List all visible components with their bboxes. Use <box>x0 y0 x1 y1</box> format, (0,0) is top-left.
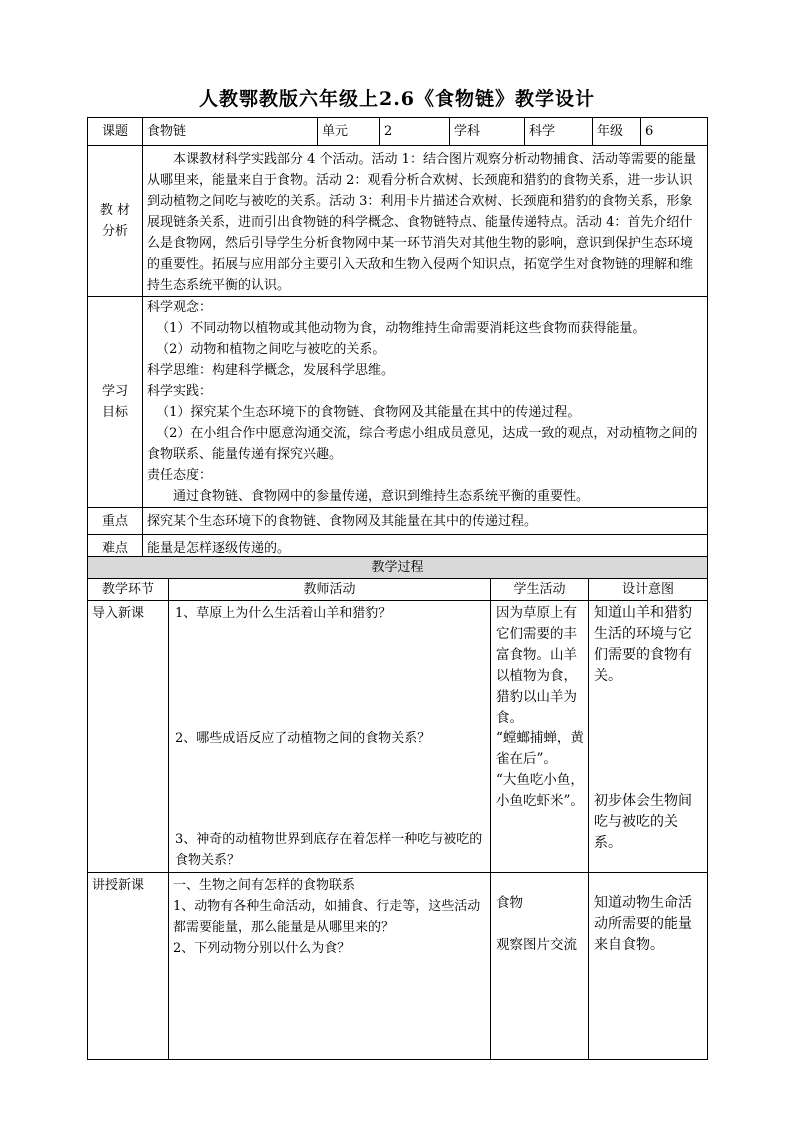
key-point-text: 探究某个生态环境下的食物链、食物网及其能量在其中的传递过程。 <box>143 508 708 535</box>
objectives-row <box>88 297 708 508</box>
teacher-item: 一、生物之间有怎样的食物联系 <box>173 878 356 893</box>
analysis-label-line: 分析 <box>101 224 128 239</box>
process-row-new <box>88 873 708 1060</box>
student-item: “螳螂捕蝉，黄雀在后”。 <box>496 730 584 767</box>
objective-line: （1）不同动物以植物或其他动物为食，动物维持生命需要消耗这些食物而获得能量。 <box>156 321 646 336</box>
objective-line: 科学观念： <box>147 300 213 315</box>
stage-new: 讲授新课 <box>88 873 169 1060</box>
design-intent-new <box>589 873 708 1060</box>
intent-item: 知道动物生命活动所需要的能量来自食物。 <box>594 895 692 953</box>
analysis-row <box>88 146 708 297</box>
objective-line: 科学实践： <box>147 384 213 399</box>
objective-line: （1）探究某个生态环境下的食物链、食物网及其能量在其中的传递过程。 <box>156 405 581 420</box>
analysis-text-cell <box>143 146 708 297</box>
process-heading-row <box>88 557 708 579</box>
student-item: 食物 <box>496 895 523 911</box>
intent-item: 知道山羊和猎豹生活的环境与它们需要的食物有关。 <box>594 605 692 684</box>
teaching-process-table <box>87 556 708 1060</box>
difficulty-text: 能量是怎样逐级传递的。 <box>143 535 708 563</box>
process-column-header-row <box>88 579 708 601</box>
objective-line: 通过食物链、食物网中的参量传递，意识到维持生态系统平衡的重要性。 <box>173 489 590 504</box>
grade-value: 6 <box>641 118 708 146</box>
student-item: 观察图片交流 <box>496 937 577 953</box>
teacher-item: 2、下列动物分别以什么为食？ <box>173 941 351 956</box>
process-row-intro <box>88 601 708 873</box>
teacher-activity-intro <box>169 601 491 873</box>
col-stage-header: 教学环节 <box>88 579 169 601</box>
teacher-item: 1、草原上为什么生活着山羊和猎豹？ <box>175 606 392 621</box>
teacher-item: 2、哪些成语反应了动植物之间的食物关系？ <box>175 731 431 746</box>
document-title: 人教鄂教版六年级上2.6《食物链》教学设计 <box>198 88 596 110</box>
teacher-item: 1、动物有各种生命活动，如捕食、行走等，这些活动都需要能量，那么能量是从哪里来的？ <box>173 899 481 935</box>
grade-label: 年级 <box>593 118 641 146</box>
key-point-row <box>88 508 708 535</box>
col-student-header: 学生活动 <box>491 579 589 601</box>
subject-label: 学科 <box>450 118 525 146</box>
lesson-info-table <box>87 117 708 563</box>
analysis-text: 本课教材科学实践部分 4 个活动。活动 1：结合图片观察分析动物捕食、活动等需要的能量从哪里来，能量来自于食物。活动 2：观看分析合欢树、长颈鹿和猎豹的食物关系，进一步认识到动植物之间吃与被吃的关系。活动 3：利用卡片描述合欢树、长颈鹿和猎豹的食物关系，形象展现链条关系，进而引出食物链的科学概念、食物链特点、能量传递特点。活动 4：首先介绍什么是食物网，然后引导学生分析食物网中某一环节消失对其他生物的影响，意识到保护生态环境的重要性。拓展与应用部分主要引入天敌和生物入侵两个知识点，拓宽学生对食物链的理解和维持生态系统平衡的认识。 <box>147 152 696 293</box>
topic-label: 课题 <box>88 118 143 146</box>
objectives-label-line: 学习 <box>101 384 128 399</box>
subject-value: 科学 <box>525 118 593 146</box>
student-activity-new <box>491 873 589 1060</box>
stage-intro: 导入新课 <box>88 601 169 873</box>
col-teacher-header: 教师活动 <box>169 579 491 601</box>
unit-label: 单元 <box>318 118 380 146</box>
objectives-label-line: 目标 <box>101 405 128 420</box>
student-item: 因为草原上有它们需要的丰富食物。山羊以植物为食，猎豹以山羊为食。 <box>496 605 577 726</box>
topic-value: 食物链 <box>143 118 318 146</box>
objectives-label <box>88 297 143 508</box>
unit-value: 2 <box>380 118 450 146</box>
objective-line: 责任态度： <box>147 468 213 483</box>
analysis-label-line: 教 材 <box>99 203 131 218</box>
teacher-activity-new <box>169 873 491 1060</box>
key-point-label: 重点 <box>88 508 143 535</box>
header-row <box>88 118 708 146</box>
objectives-cell <box>143 297 708 508</box>
objective-line: （2）在小组合作中愿意沟通交流，综合考虑小组成员意见，达成一致的观点，对动植物之间的食物联系、能量传递有探究兴趣。 <box>147 426 698 462</box>
student-activity-intro <box>491 601 589 873</box>
design-intent-intro <box>589 601 708 873</box>
objective-line: 科学思维：构建科学概念，发展科学思维。 <box>147 363 395 378</box>
teacher-item: 3、神奇的动植物世界到底存在着怎样一种吃与被吃的食物关系？ <box>175 832 483 868</box>
student-item: “大鱼吃小鱼，小鱼吃虾米”。 <box>496 772 584 809</box>
col-intent-header: 设计意图 <box>589 579 708 601</box>
objective-line: （2）动物和植物之间吃与被吃的关系。 <box>156 342 386 357</box>
analysis-label <box>88 146 143 297</box>
intent-item: 初步体会生物间吃与被吃的关系。 <box>594 793 692 851</box>
process-heading: 教学过程 <box>88 557 708 579</box>
difficulty-label: 难点 <box>88 535 143 563</box>
